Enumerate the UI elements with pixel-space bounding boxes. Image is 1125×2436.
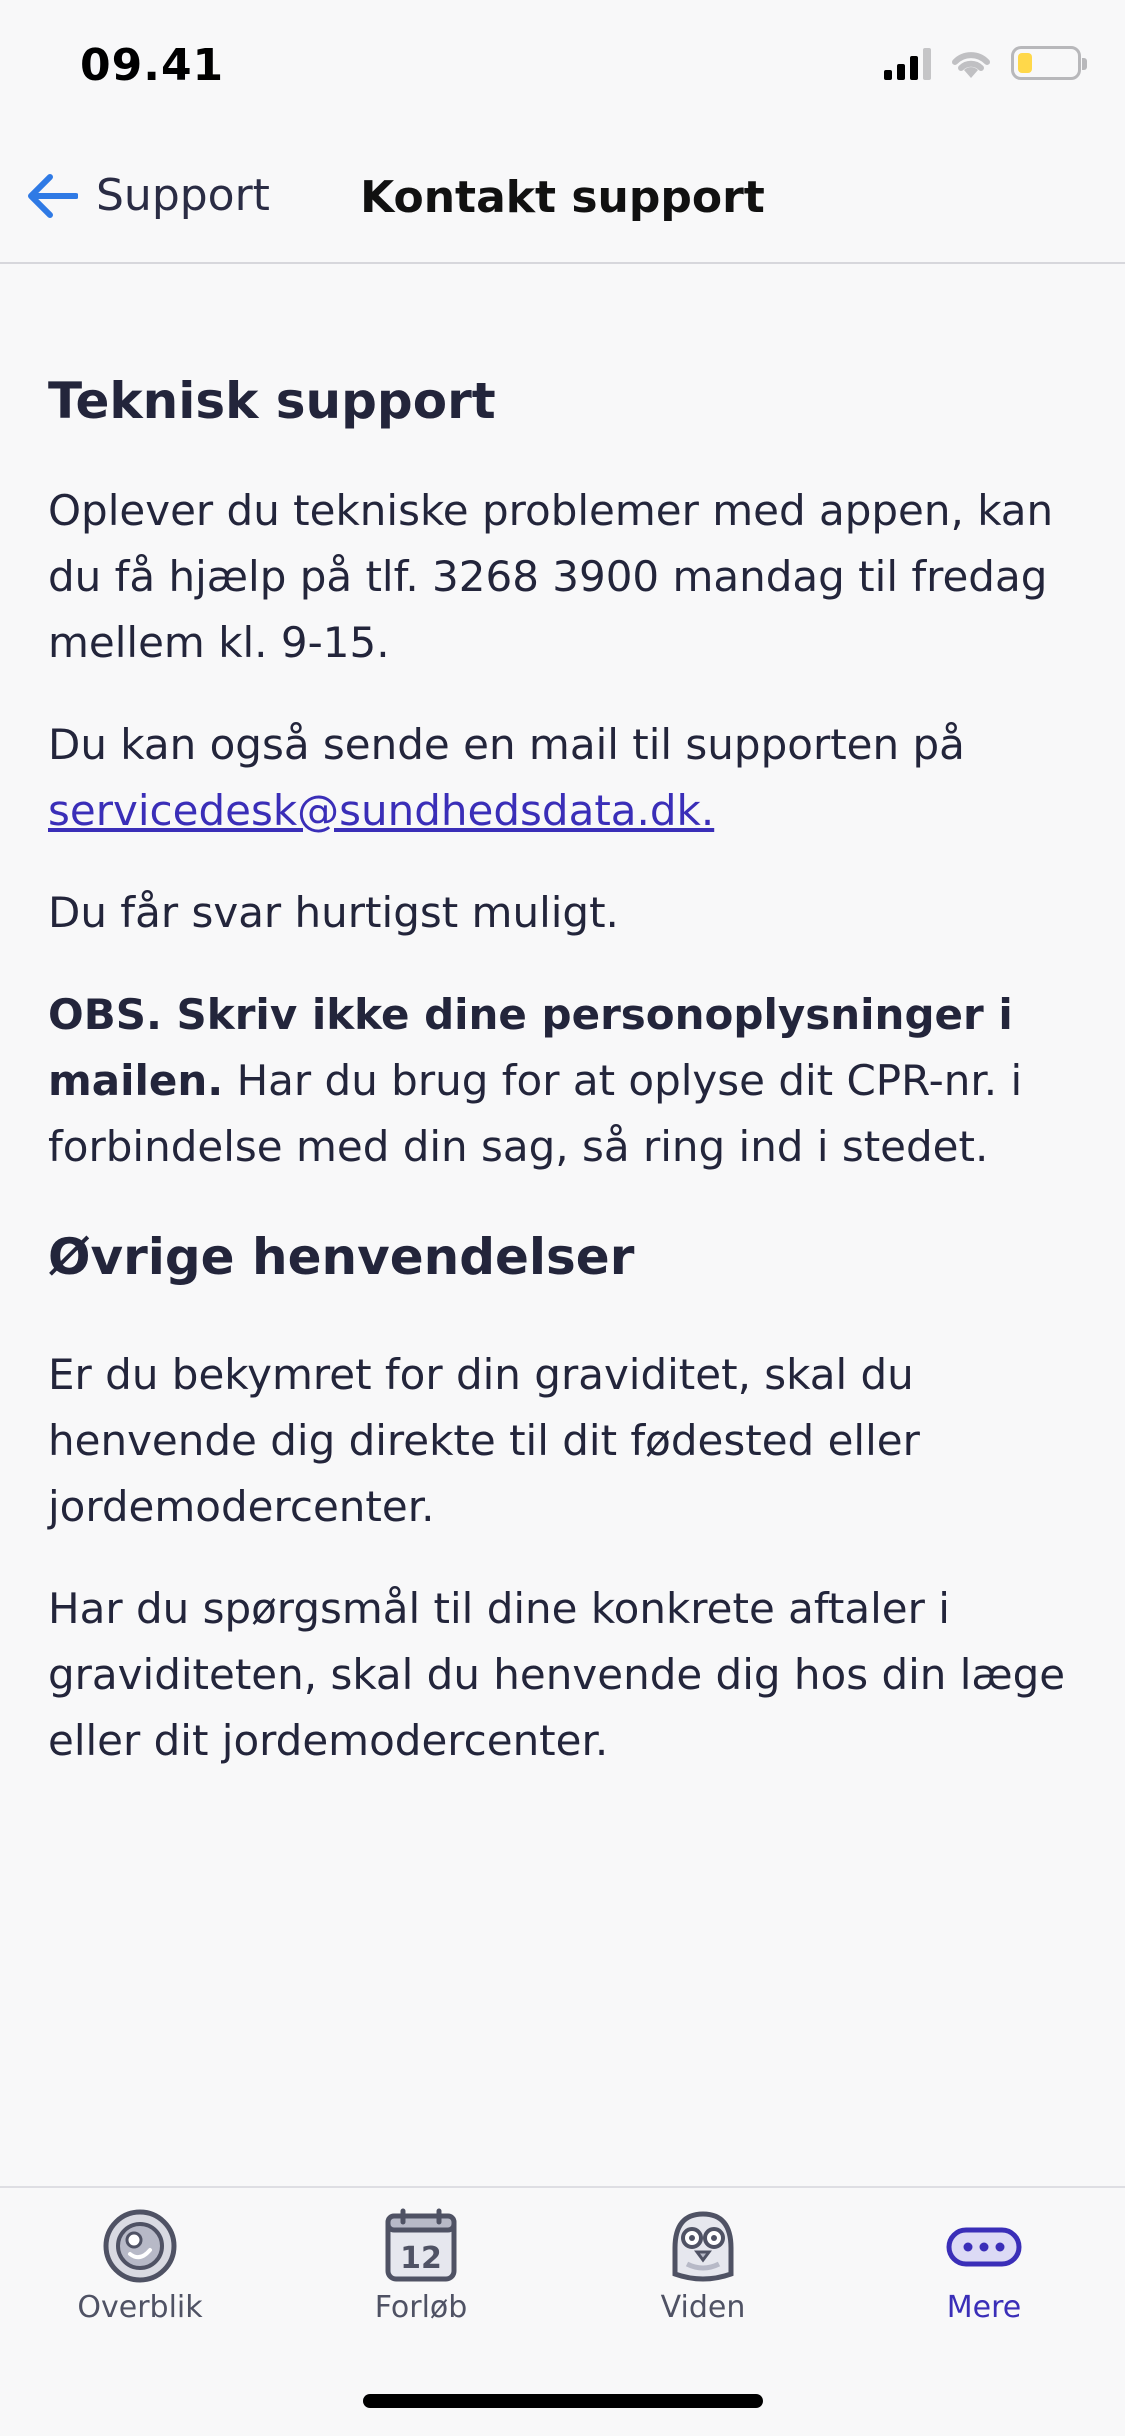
status-time: 09.41 [80, 40, 225, 91]
tab-label-viden: Viden [660, 2290, 746, 2325]
tab-forlob[interactable] [321, 2208, 521, 2325]
calendar-day: 12 [400, 2241, 442, 2276]
tab-mere[interactable] [884, 2208, 1084, 2325]
battery-icon [1011, 46, 1081, 80]
technical-support-heading: Teknisk support [48, 372, 496, 430]
wifi-icon [949, 46, 993, 80]
owl-icon [665, 2208, 741, 2284]
page-title: Kontakt support [360, 172, 765, 223]
technical-support-paragraph: Oplever du tekniske problemer med appen, kan du få hjælp på tlf. 3268 3900 mandag til fredag mellem kl. 9-15. [48, 486, 1054, 667]
tab-viden[interactable] [603, 2208, 803, 2325]
cellular-signal-icon [884, 46, 931, 80]
tab-label-mere: Mere [946, 2290, 1022, 2325]
privacy-notice-text: Har du brug for at oplyse dit CPR-nr. i forbindelse med din sag, så ring ind i stedet. [48, 1056, 1023, 1171]
more-icon [946, 2208, 1022, 2284]
navigation-bar [0, 132, 1125, 264]
email-paragraph-text: Du kan også sende en mail til supporten på [48, 720, 965, 769]
status-bar [0, 0, 1125, 132]
pregnancy-concern-paragraph: Er du bekymret for din graviditet, skal du henvende dig direkte til dit fødested eller jordemodercenter. [48, 1350, 920, 1531]
appointments-paragraph: Har du spørgsmål til dine konkrete aftaler i graviditeten, skal du henvende dig hos din læge eller dit jordemodercenter. [48, 1584, 1066, 1765]
baby-icon [102, 2208, 178, 2284]
email-paragraph [48, 712, 1068, 844]
privacy-notice-paragraph [48, 982, 1068, 1180]
home-indicator[interactable] [363, 2394, 763, 2408]
response-paragraph: Du får svar hurtigst muligt. [48, 888, 619, 937]
tab-overblik[interactable] [40, 2208, 240, 2325]
back-label: Support [96, 170, 270, 221]
content [48, 264, 1068, 1774]
privacy-notice-bold: OBS. Skriv ikke dine personoplysninger i mailen. [48, 990, 1013, 1105]
calendar-icon [383, 2208, 459, 2284]
other-inquiries-heading: Øvrige henvendelser [48, 1228, 635, 1286]
tab-label-forlob: Forløb [374, 2290, 468, 2325]
email-link[interactable]: servicedesk@sundhedsdata.dk. [48, 786, 715, 835]
tab-label-overblik: Overblik [77, 2290, 203, 2325]
status-icons [884, 46, 1081, 80]
